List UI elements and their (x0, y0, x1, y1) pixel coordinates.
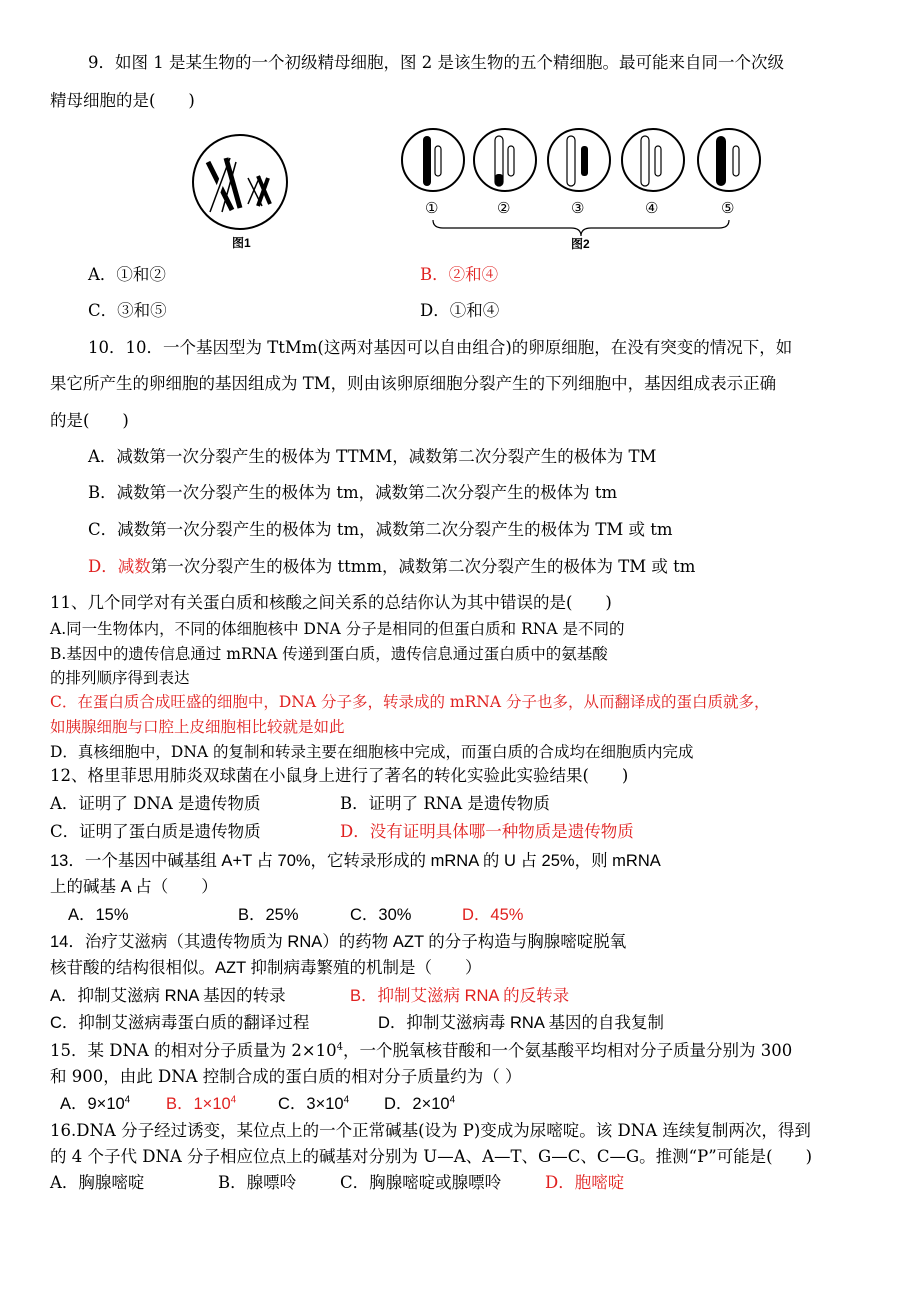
q15-option-a-exp: 4 (124, 1094, 131, 1106)
q12-option-b: B．证明了 RNA 是遗传物质 (340, 794, 550, 813)
q16-option-b: B．腺嘌呤 (218, 1173, 297, 1192)
sperm-cell-4 (622, 129, 684, 191)
q16-option-c: C．胸腺嘧啶或腺嘌呤 (340, 1173, 502, 1192)
q15-option-c (278, 1093, 349, 1115)
q13-stem-line1: 13．一个基因中碱基组 A+T 占 70%，它转录形成的 mRNA 的 U 占 25%，则 mRNA (50, 852, 661, 870)
q16-option-a: A．胸腺嘧啶 (50, 1173, 145, 1192)
sperm-cell-2 (474, 129, 536, 191)
q14-stem-line1: 14．治疗艾滋病（其遗传物质为 RNA）的药物 AZT 的分子构造与胸腺嘧啶脱氧 (50, 933, 627, 951)
q15-option-a-base: A．9×10 (60, 1095, 125, 1113)
q11-option-b-line1: B.基因中的遗传信息通过 mRNA 传递到蛋白质，遗传信息通过蛋白质中的氨基酸 (50, 645, 608, 663)
q14-option-c: C．抑制艾滋病毒蛋白质的翻译过程 (50, 1014, 310, 1032)
q13-option-c: C．30% (350, 906, 412, 924)
q12-option-c: C．证明了蛋白质是遗传物质 (50, 822, 261, 841)
q15-stem-post: ，一个脱氧核苷酸和一个氨基酸平均相对分子质量分别为 300 (343, 1041, 793, 1060)
q15-option-a (60, 1093, 130, 1115)
cell-label-5: ⑤ (721, 199, 735, 217)
q12-option-a: A．证明了 DNA 是遗传物质 (50, 794, 261, 813)
q10-option-b: B．减数第一次分裂产生的极体为 tm，减数第二次分裂产生的极体为 tm (88, 483, 618, 502)
q16-stem-line2: 的 4 个子代 DNA 分子相应位点上的碱基对分别为 U—A、A—T、G—C、C—G。推测“P”可能是( ) (50, 1147, 813, 1166)
q9-option-c: C．③和⑤ (88, 301, 167, 320)
cell-label-1: ① (425, 199, 439, 217)
q15-option-b-exp: 4 (230, 1094, 237, 1106)
q14-option-b-answer: B．抑制艾滋病 RNA 的反转录 (350, 987, 570, 1005)
q15-stem-line2: 和 900，由此 DNA 控制合成的蛋白质的相对分子质量约为（ ） (50, 1067, 522, 1086)
q10-stem-line1: 10．10．一个基因型为 TtMm(这两对基因可以自由组合)的卵原细胞，在没有突变的情况下，如 (88, 338, 793, 357)
cell-label-4: ④ (645, 199, 659, 217)
figure-2-brace (433, 220, 729, 236)
cell-label-3: ③ (571, 199, 585, 217)
q10-stem-line3: 的是( ) (50, 411, 129, 430)
q11-option-a: A.同一生物体内，不同的体细胞核中 DNA 分子是相同的但蛋白质和 RNA 是不同的 (50, 620, 625, 638)
q9-stem-line2: 精母细胞的是( ) (50, 91, 195, 110)
q10-option-d (88, 556, 695, 578)
q15-option-d (384, 1093, 455, 1115)
q13-option-b: B．25% (238, 906, 299, 924)
q15-option-c-base: C．3×10 (278, 1095, 344, 1113)
q9-option-a: A．①和② (88, 265, 166, 284)
q12-option-d-answer: D．没有证明具体哪一种物质是遗传物质 (340, 822, 634, 841)
q11-option-d: D．真核细胞中，DNA 的复制和转录主要在细胞核中完成，而蛋白质的合成均在细胞质内完成 (50, 743, 694, 761)
figure-2-label: 图2 (571, 237, 590, 250)
q14-option-d: D．抑制艾滋病毒 RNA 基因的自我复制 (378, 1014, 665, 1032)
sperm-cell-5 (698, 129, 760, 191)
q13-option-d-answer: D．45% (462, 906, 524, 924)
q9-option-d: D．①和④ (420, 301, 500, 320)
q13-option-a: A．15% (68, 906, 129, 924)
figure-1-label: 图1 (232, 236, 251, 250)
q15-option-c-exp: 4 (343, 1094, 350, 1106)
q15-option-d-exp: 4 (449, 1094, 456, 1106)
q11-stem: 11、几个同学对有关蛋白质和核酸之间关系的总结你认为其中错误的是( ) (50, 593, 612, 612)
q15-option-b-base: B．1×10 (166, 1095, 231, 1113)
q16-stem-line1: 16.DNA 分子经过诱变，某位点上的一个正常碱基(设为 P)变成为尿嘧啶。该 DNA 连续复制两次，得到 (50, 1121, 811, 1140)
q10-option-d-answer-mark: D．减数 (88, 557, 151, 576)
q10-option-d-text: 第一次分裂产生的极体为 ttmm，减数第二次分裂产生的极体为 TM 或 tm (150, 557, 696, 576)
q9-stem-line1: 9．如图 1 是某生物的一个初级精母细胞，图 2 是该生物的五个精细胞。最可能来自同一个次级 (88, 53, 784, 72)
sperm-cell-1 (402, 129, 464, 191)
sperm-cell-3 (548, 129, 610, 191)
q15-stem-exponent: 4 (336, 1041, 344, 1053)
q10-option-c: C．减数第一次分裂产生的极体为 tm，减数第二次分裂产生的极体为 TM 或 tm (88, 520, 673, 539)
q11-option-c-answer-line2: 如胰腺细胞与口腔上皮细胞相比较就是如此 (50, 718, 345, 736)
q15-stem-pre: 15．某 DNA 的相对分子质量为 2×10 (50, 1041, 337, 1060)
q15-stem-line1 (50, 1040, 792, 1062)
q13-stem-line2: 上的碱基 A 占（ ） (50, 878, 218, 896)
q15-option-d-base: D．2×10 (384, 1095, 450, 1113)
q10-option-a: A．减数第一次分裂产生的极体为 TTMM，减数第二次分裂产生的极体为 TM (88, 447, 657, 466)
q11-option-b-line2: 的排列顺序得到表达 (50, 669, 190, 687)
q12-stem: 12、格里菲思用肺炎双球菌在小鼠身上进行了著名的转化实验此实验结果( ) (50, 766, 629, 785)
q11-option-c-answer-line1: C．在蛋白质合成旺盛的细胞中，DNA 分子多，转录成的 mRNA 分子也多，从而翻译成的蛋白质就多， (50, 693, 770, 711)
q16-option-d-answer: D．胞嘧啶 (545, 1173, 625, 1192)
figure-2-sperm-cells (395, 128, 770, 250)
q14-option-a: A．抑制艾滋病 RNA 基因的转录 (50, 987, 286, 1005)
q15-option-b-answer (166, 1093, 236, 1115)
figure-1-primary-spermatocyte (188, 132, 298, 252)
q9-option-b-answer: B．②和④ (420, 265, 499, 284)
cell-label-2: ② (497, 199, 511, 217)
q10-stem-line2: 果它所产生的卵细胞的基因组成为 TM，则由该卵原细胞分裂产生的下列细胞中，基因组成表示正确 (50, 374, 777, 393)
q14-stem-line2: 核苷酸的结构很相似。AZT 抑制病毒繁殖的机制是（ ） (50, 959, 482, 977)
